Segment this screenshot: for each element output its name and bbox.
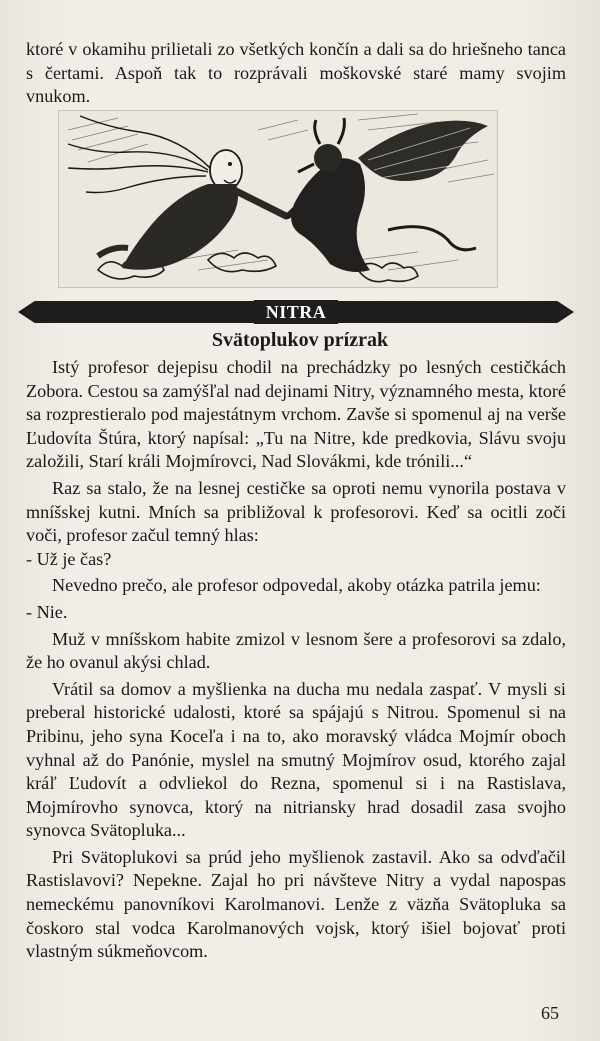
paragraph: Pri Svätoplukovi sa prúd jeho myšlienok zastavil. Ako sa odvďačil Rastislavovi? Nepekne. Zajal ho pri návšteve Nitry a vydal napospas nemeckému panovníkovi Karolmanovi. Lenže z väzňa Svätopluka sa čoskoro stal vodca Karolmanových vojsk, ktorý išiel bojovať proti vlastným súkmeňovcom. <box>26 846 566 962</box>
dialogue-line: - Nie. <box>26 601 68 622</box>
woodcut-illustration <box>58 110 498 288</box>
section-title: NITRA <box>254 300 338 324</box>
page-number: 65 <box>541 1003 559 1023</box>
story-text <box>26 356 566 964</box>
paragraph: Vrátil sa domov a myšlienka na ducha mu nedala zaspať. V mysli si preberal historické udalosti, ktoré sa spájajú s Nitrou. Spomenul si na Pribinu, jeho syna Koceľa i na to, ako moravský vládca Mojmír oboch vyhnal až do Panónie, myslel na smutný Mojmírov osud, ktorého zajal kráľ Ľudovít a odvliekol do Rezna, spomenul si i na Rastislava, Mojmírovho synovca, ktorý na nitriansky hrad dosadil zasa svojho synovca Svätopluka... <box>26 678 566 841</box>
dialogue-line: - Už je čas? <box>26 548 112 569</box>
intro-paragraph: ktoré v okamihu prilietali zo všetkých končín a dali sa do hriešneho tanca s čertami. Aspoň tak to rozprávali moškovské staré mamy svojim vnukom. <box>26 39 566 107</box>
intro-text <box>26 38 566 109</box>
section-banner <box>18 301 574 323</box>
paragraph: Nevedno prečo, ale profesor odpovedal, akoby otázka patrila jemu: <box>52 575 541 596</box>
story-title: Svätoplukov prízrak <box>211 329 389 351</box>
paragraph: Raz sa stalo, že na lesnej cestičke sa oproti nemu vynorila postava v mníšskej kutni. Mních sa približoval k profesorovi. Keď sa ocitli zoči voči, profesor začul temný hlas: <box>26 477 566 546</box>
paragraph: Istý profesor dejepisu chodil na prechádzky po lesných cestičkách Zobora. Cestou sa zamýšľal nad dejinami Nitry, významného mesta, ktoré sa rozprestieralo pod majestátnym vrchom. Zavše si spomenul aj na verše Ľudovíta Štúra, ktorý napísal: „Tu na Nitre, kde predkovia, Slávu svoju založili, Starí králi Mojmírovci, Nad Slovákmi, kde trónili...“ <box>26 357 566 472</box>
paragraph: Muž v mníšskom habite zmizol v lesnom šere a profesorovi sa zdalo, že ho ovanul akýsi chlad. <box>26 628 566 673</box>
